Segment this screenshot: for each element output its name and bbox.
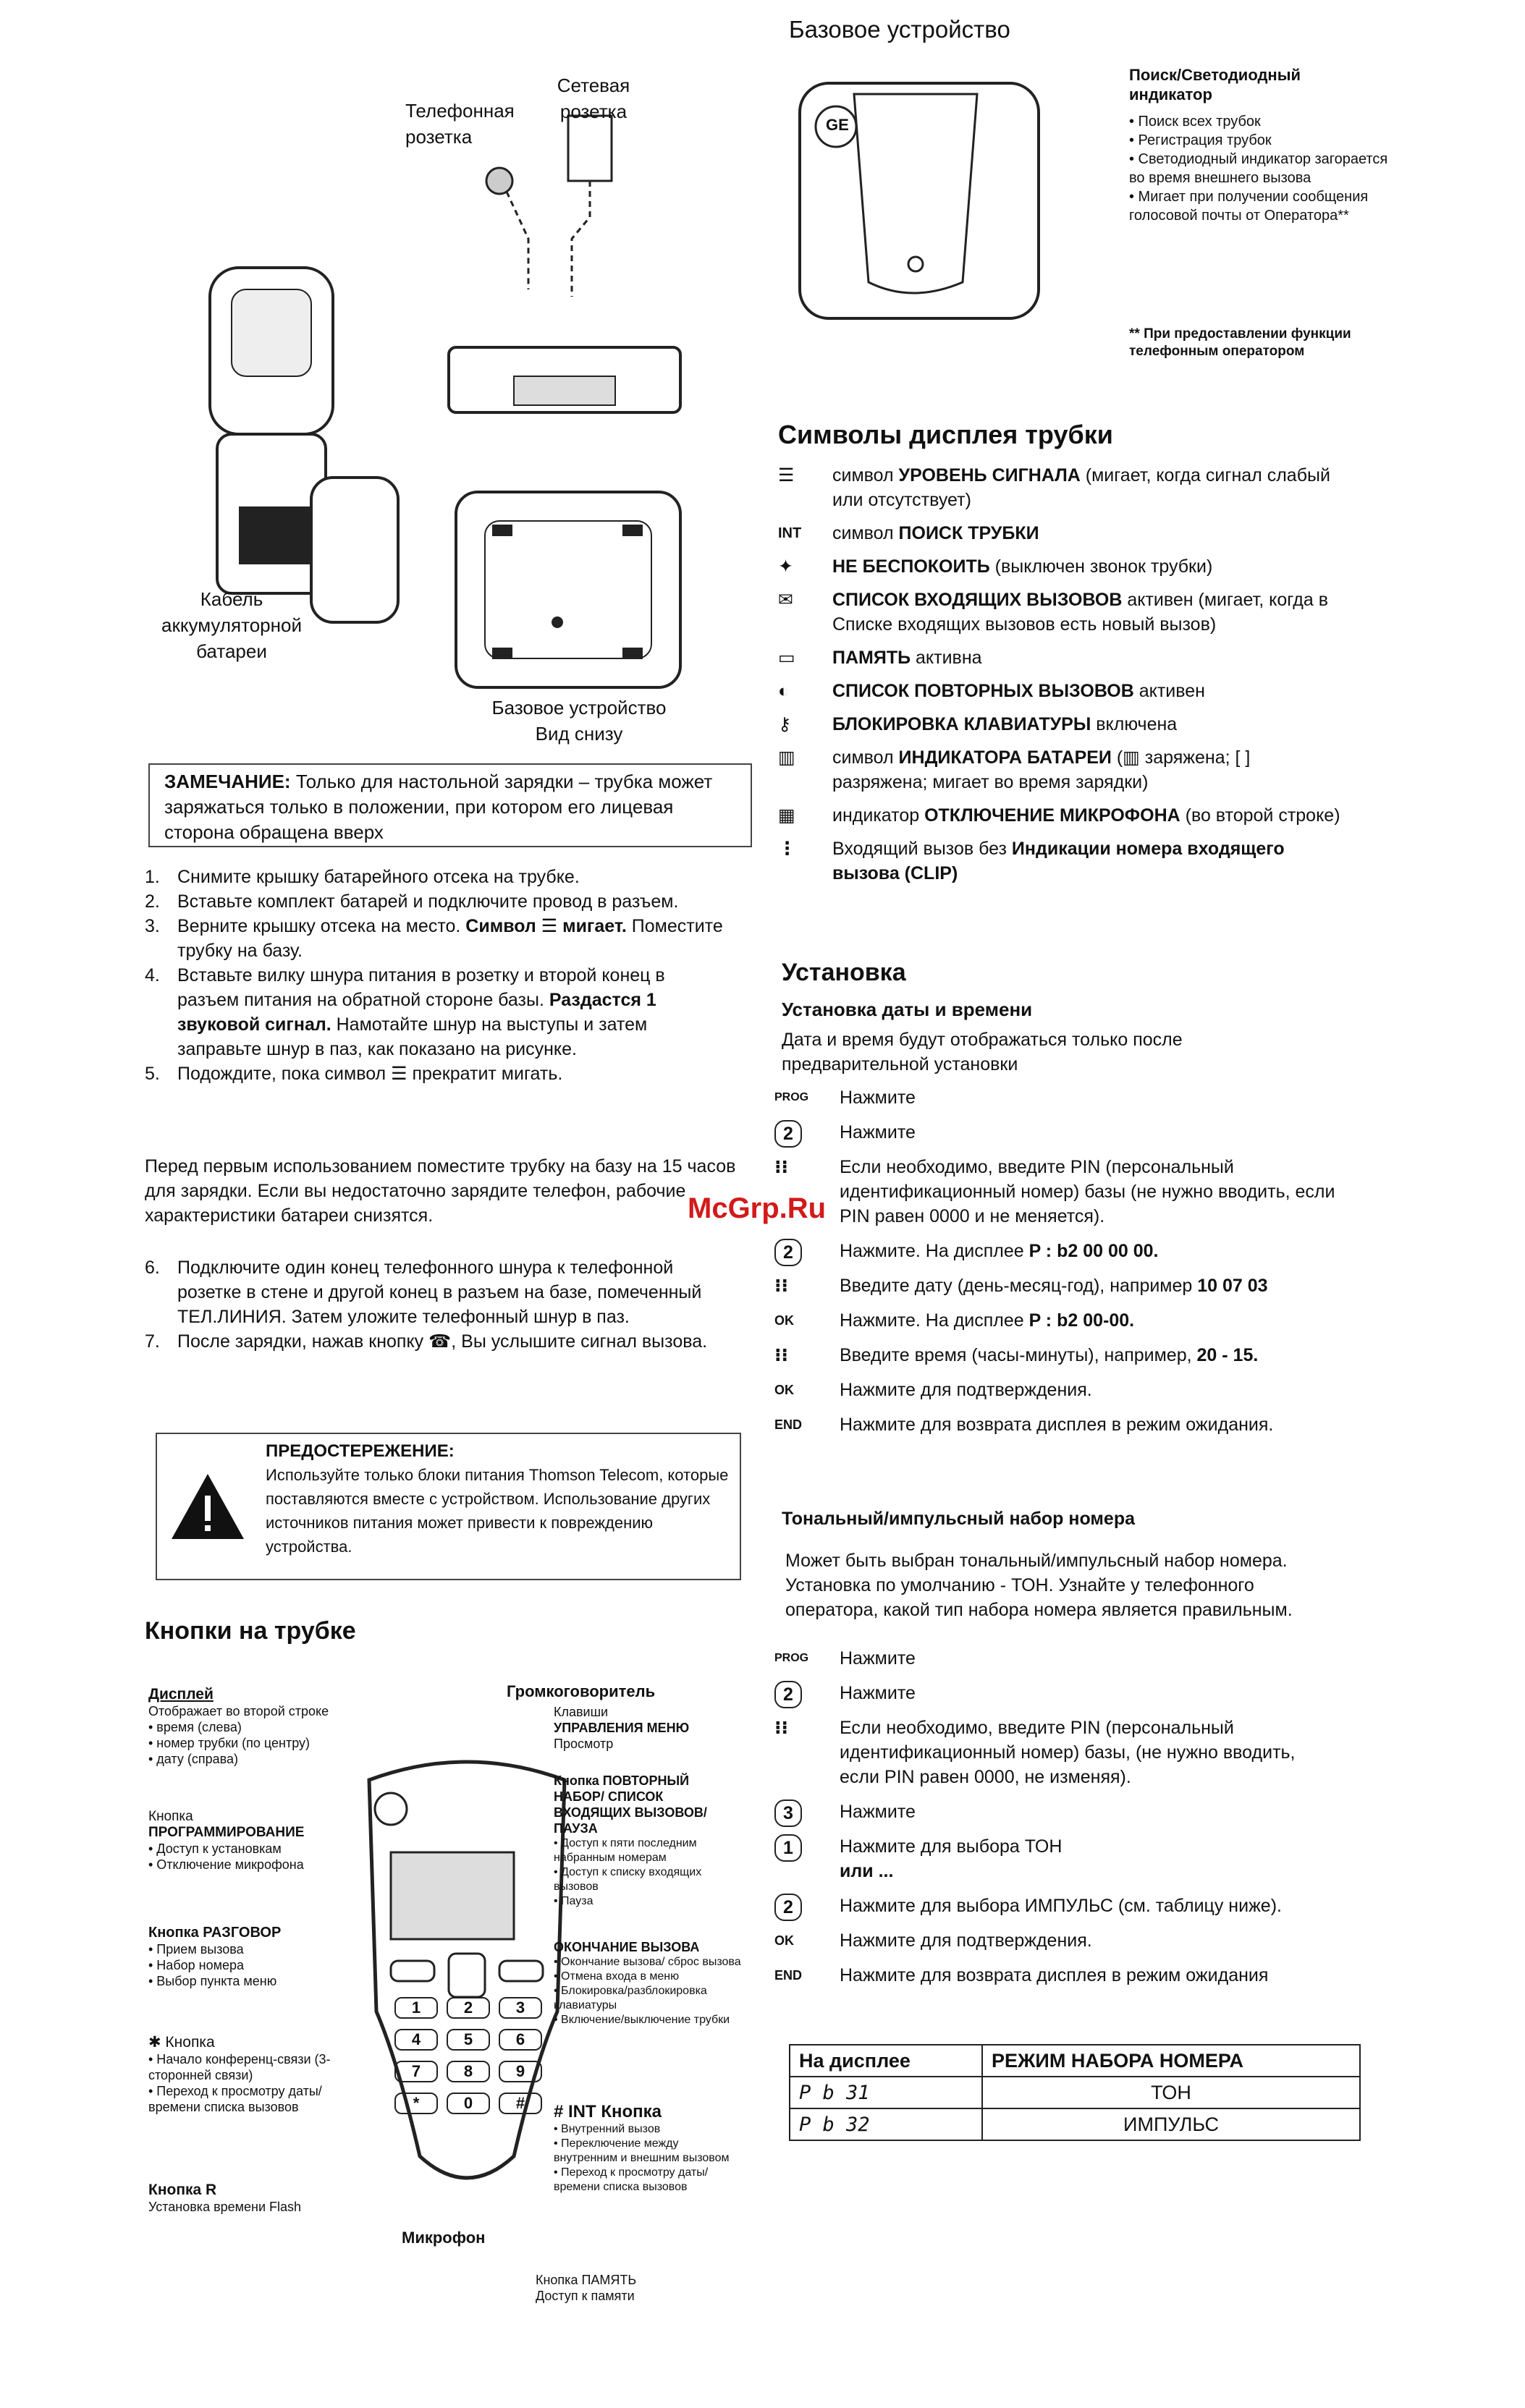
key-2-icon: 2 [774,1894,802,1921]
key-1[interactable]: 1 [394,1997,438,2019]
keypad-icon: ⁝⁝ [774,1345,788,1365]
battery-cable-label: Кабель аккумуляторной батареи [161,588,302,662]
ok-key-icon: OK [774,1933,794,1948]
key-icon: ⚷ [778,714,792,734]
date-step-7: ⁝⁝ Введите время (часы-минуты), например, 20 - 15. [774,1343,1339,1368]
symbols-list [778,463,1350,894]
date-time-steps [774,1085,1339,1447]
battery-icon: ▥ [778,747,795,768]
key-2-icon: 2 [774,1239,802,1266]
step-1: 1. Снимите крышку батарейного отсека на трубке. [145,867,580,887]
base-bottom-label-1: Базовое устройство [491,697,667,718]
mic-label: Микрофон [402,2229,486,2247]
step-7: 7. После зарядки, нажав кнопку ☎, Вы услышите сигнал вызова. [145,1331,708,1352]
symbol-signal: ☰ символ УРОВЕНЬ СИГНАЛА (мигает, когда сигнал слабый или отсутствует) [778,463,1350,512]
talk-key-icon: ☎ [428,1331,452,1352]
key-3[interactable]: 3 [499,1997,542,2019]
dial-step-5: 1 Нажмите для выбора ТОН [774,1834,1339,1859]
handset-illustration [347,1751,586,2214]
search-led-bullets: • Поиск всех трубок • Регистрация трубок • Светодиодный индикатор загорается во время внешнего вызова • Мигает при получении сообщения голосовой почты от Оператора** [1129,114,1388,224]
dial-step-7: OK Нажмите для подтверждения. [774,1928,1339,1953]
base-device-title: Базовое устройство [789,16,1010,43]
symbol-int: INT символ ПОИСК ТРУБКИ [778,521,1350,546]
steps-list [145,865,724,1086]
key-0[interactable]: 0 [447,2093,490,2114]
key-3-icon: 3 [774,1799,802,1827]
symbol-dnd: ✦ НЕ БЕСПОКОИТЬ (выключен звонок трубки) [778,554,1350,579]
dial-step-6: 2 Нажмите для выбора ИМПУЛЬС (см. таблицу ниже). [774,1894,1339,1918]
warning-icon [168,1470,248,1543]
star-callout: ✱ Кнопка • Начало конференц-связи (3-сторонней связи) • Переход к просмотру даты/времени списка вызовов [148,2034,331,2114]
symbols-title: Символы дисплея трубки [778,420,1113,449]
talk-callout: Кнопка РАЗГОВОР • Прием вызова • Набор номера • Выбор пункта меню [148,1925,282,1988]
ge-logo: GE [826,116,849,134]
symbol-calls-in: ✉ СПИСОК ВХОДЯЩИХ ВЫЗОВОВ активен (мигает, когда в Списке входящих вызовов есть новый вызов) [778,588,1350,637]
note-box [148,763,752,847]
end-key-icon: END [774,1417,803,1432]
dial-mode-table [789,2044,1361,2141]
warning-text: Используйте только блоки питания Thomson Telecom, которые поставляются вместе с устройством. Использование других источников питания может привести к повреждению устройства. [266,1466,729,1556]
keypad-icon: ⁝⁝ [774,1276,788,1296]
date-step-5: ⁝⁝ Введите дату (день-месяц-год), например 10 07 03 [774,1273,1339,1298]
redial-icon: ◐ [778,681,790,701]
table-header: На дисплее [790,2045,982,2077]
key-2-icon: 2 [774,1681,802,1708]
base-bottom-label-2: Вид снизу [535,723,623,745]
date-step-2: 2 Нажмите [774,1120,1339,1145]
key-4[interactable]: 4 [394,2029,438,2051]
prog-icon: PROG [774,1091,809,1103]
date-time-intro: Дата и время будут отображаться только после предварительной установки [782,1030,1183,1074]
envelope-icon: ✉ [778,590,793,610]
date-step-6: OK Нажмите. На дисплее P : b2 00-00. [774,1308,1339,1333]
key-5[interactable]: 5 [447,2029,490,2051]
key-hash[interactable]: # [499,2093,542,2114]
display-callout: Дисплей Отображает во второй строке • время (слева) • номер трубки (по центру) • дату (справа) [148,1686,329,1766]
warning-title: ПРЕДОСТЕРЕЖЕНИЕ: [266,1441,455,1461]
prog-icon: PROG [774,1652,809,1664]
end-key-icon: END [774,1968,803,1983]
ok-key-icon: OK [774,1313,794,1328]
dial-step-or: или ... [840,1861,894,1881]
memory-callout: Кнопка ПАМЯТЬ Доступ к памяти [536,2273,637,2303]
symbol-mute: ▦ индикатор ОТКЛЮЧЕНИЕ МИКРОФОНА (во второй строке) [778,803,1350,828]
symbol-redial: ◐ СПИСОК ПОВТОРНЫХ ВЫЗОВОВ активен [778,679,1350,703]
handset-buttons-title: Кнопки на трубке [145,1617,356,1645]
note-label: ЗАМЕЧАНИЕ: [164,771,291,792]
prog-callout: Кнопка ПРОГРАММИРОВАНИЕ • Доступ к установкам • Отключение микрофона [148,1809,305,1872]
symbol-lock: ⚷ БЛОКИРОВКА КЛАВИАТУРЫ включена [778,712,1350,737]
key-2-icon: 2 [774,1120,802,1148]
key-6[interactable]: 6 [499,2029,542,2051]
table-row: P b 31 ТОН [790,2077,1360,2108]
key-9[interactable]: 9 [499,2061,542,2082]
step-4: 4. Вставьте вилку шнура питания в розетку и второй конец в разъем питания на обратной стороне базы. Раздастся 1 звуковой сигнал. Намотайте шнур на выступы и затем заправьте шнур в паз, как показано на рисунке. [145,965,665,1059]
table-header: РЕЖИМ НАБОРА НОМЕРА [982,2045,1360,2077]
date-step-8: OK Нажмите для подтверждения. [774,1378,1339,1402]
watermark: McGrp.Ru [688,1192,827,1224]
dial-step-1: PROG Нажмите [774,1646,1339,1671]
search-led-title: Поиск/Светодиодный индикатор [1129,66,1301,103]
signal-icon: ☰ [778,465,795,486]
end-callout: ОКОНЧАНИЕ ВЫЗОВА • Окончание вызова/ сброс вызова • Отмена входа в меню • Блокировка/разблокировка клавиатуры • Включение/выключение трубки [554,1940,741,2026]
dial-mode-intro: Может быть выбран тональный/импульсный набор номера. Установка по умолчанию - ТОН. Узнайте у телефонного оператора, какой тип набора номера является правильным. [785,1551,1293,1620]
date-step-9: END Нажмите для возврата дисплея в режим ожидания. [774,1412,1339,1437]
dial-step-3: ⁝⁝ Если необходимо, введите PIN (персональный идентификационный номер) базы, (не нужно вводить, если PIN равен 0000, не изменяя). [774,1716,1339,1789]
symbol-memory: ▭ ПАМЯТЬ активна [778,645,1350,670]
dial-step-8: END Нажмите для возврата дисплея в режим ожидания [774,1963,1339,1988]
date-step-4: 2 Нажмите. На дисплее P : b2 00 00 00. [774,1239,1339,1263]
redial-callout: Кнопка ПОВТОРНЫЙ НАБОР/ СПИСОК ВХОДЯЩИХ ВЫЗОВОВ/ ПАУЗА • Доступ к пяти последним набранным номерам • Доступ к списку входящих вызовов • Пауза [554,1773,707,1907]
base-footnote: ** При предоставлении функции телефонным оператором [1129,326,1351,359]
ok-key-icon: OK [774,1383,794,1397]
steps-list-2 [145,1255,731,1354]
mute-icon: ▦ [778,805,795,826]
key-7[interactable]: 7 [394,2061,438,2082]
int-icon: INT [778,525,802,541]
key-2[interactable]: 2 [447,1997,490,2019]
keypad-icon: ⁝⁝ [774,1157,788,1177]
note-text: Только для настольной зарядки – трубка может заряжаться только в положении, при котором его лицевая сторона обращена вверх [164,771,713,843]
book-icon: ▭ [778,648,795,668]
dial-mode-steps [774,1646,1339,1998]
setup-title: Установка [782,959,906,986]
keypad-icon: ⁝⁝ [774,1718,788,1738]
key-8[interactable]: 8 [447,2061,490,2082]
charge-paragraph: Перед первым использованием поместите трубку на базу на 15 часов для зарядки. Если вы недостаточно зарядите телефон, рабочие характеристики батареи снизятся. [145,1156,736,1226]
key-star[interactable]: * [394,2093,438,2114]
r-callout: Кнопка R Установка времени Flash [148,2182,302,2214]
step-3: 3. Верните крышку отсека на место. Символ ☰ мигает. Поместите трубку на базу. [145,916,723,961]
power-socket-label: Сетевая розетка [557,75,630,122]
symbol-clip: ⋮ Входящий вызов без Индикации номера входящего вызова (CLIP) [778,836,1350,886]
warning-box [156,1433,741,1580]
date-step-1: PROG Нажмите [774,1085,1339,1110]
symbol-battery: ▥ символ ИНДИКАТОРА БАТАРЕИ (▥ заряжена; [ ] разряжена; мигает во время зарядки) [778,745,1350,794]
phone-socket-label: Телефонная розетка [405,100,515,148]
date-step-3: ⁝⁝ Если необходимо, введите PIN (персональный идентификационный номер) базы (не нужно вводить, если PIN равен 0000 и не меняется). [774,1155,1339,1229]
handset-keypad [394,1997,546,2114]
nav-callout: Клавиши УПРАВЛЕНИЯ МЕНЮ Просмотр [554,1705,690,1751]
dial-step-2: 2 Нажмите [774,1681,1339,1705]
step-6: 6. Подключите один конец телефонного шнура к телефонной розетке в стене и другой конец в разъем на базе, помеченный ТЕЛ.ЛИНИЯ. Затем уложите телефонный шнур в паз. [145,1258,702,1327]
date-time-title: Установка даты и времени [782,999,1033,1020]
dial-step-4: 3 Нажмите [774,1799,1339,1824]
step-5: 5. Подождите, пока символ ☰ прекратит мигать. [145,1064,563,1084]
incoming-call-icon: ⋮ [778,839,796,859]
speaker-label: Громкоговоритель [507,1682,656,1700]
step-2: 2. Вставьте комплект батарей и подключите провод в разъем. [145,891,679,912]
table-row: P b 32 ИМПУЛЬС [790,2108,1360,2140]
bell-off-icon: ✦ [778,556,793,577]
int-callout: # INT Кнопка • Внутренний вызов • Переключение между внутренним и внешним вызовом • Переход к просмотру даты/времени списка вызовов [554,2102,730,2193]
dial-mode-title: Тональный/импульсный набор номера [782,1509,1135,1529]
key-1-icon: 1 [774,1834,802,1862]
